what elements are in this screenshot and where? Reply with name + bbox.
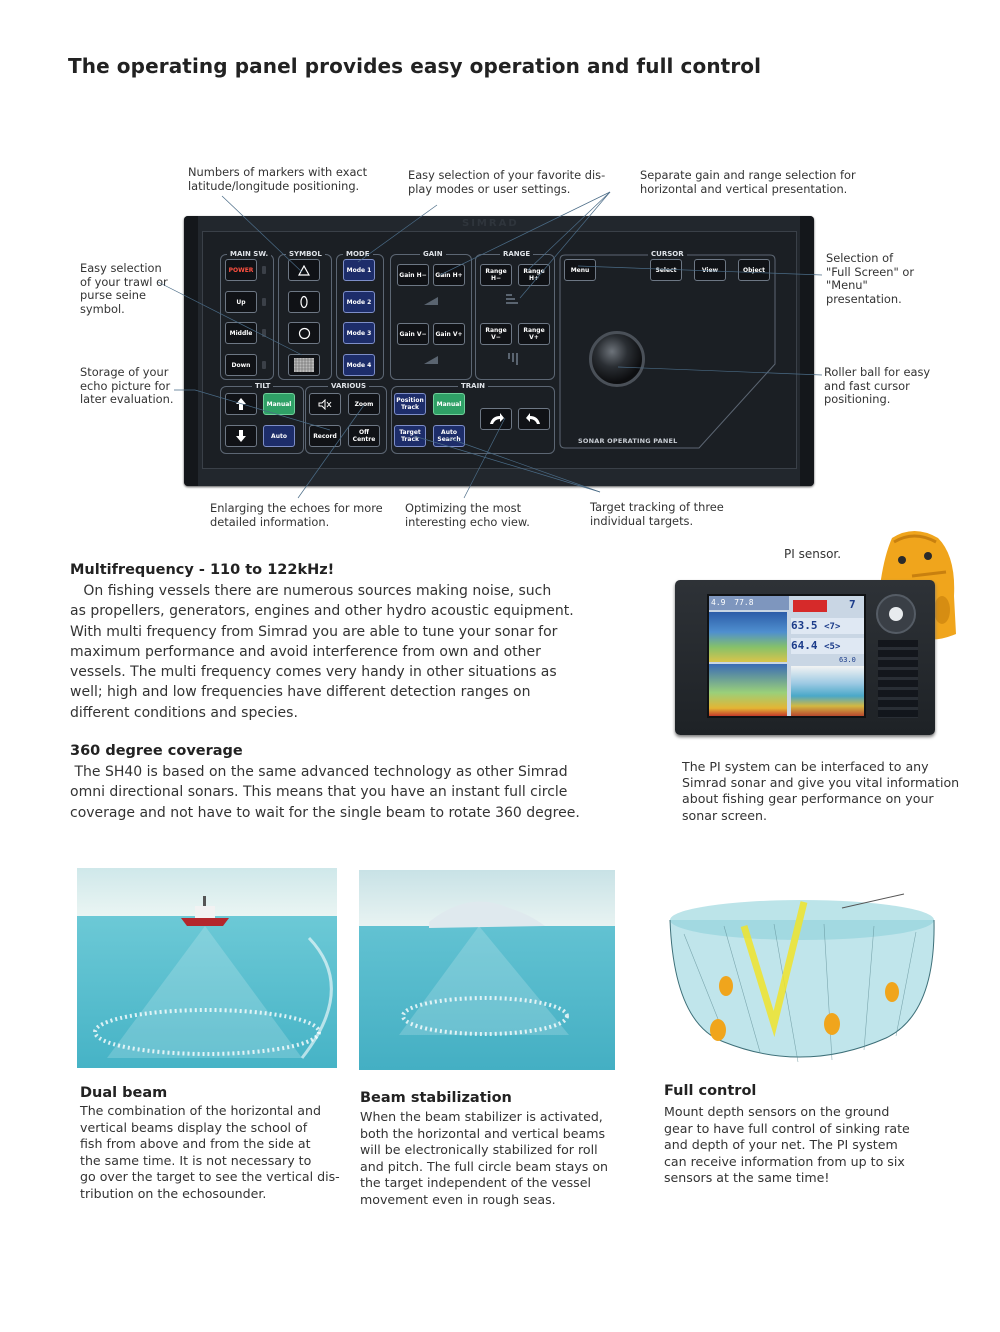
pi-keypad <box>872 594 924 724</box>
section-range-title: RANGE <box>500 250 533 258</box>
multifrequency-line: different conditions and species. <box>70 704 298 721</box>
view-button[interactable]: View <box>694 259 726 281</box>
speaker-mute-icon <box>318 399 332 410</box>
full-control-line: sensors at the same time! <box>664 1170 830 1185</box>
panel-label: SONAR OPERATING PANEL <box>578 437 678 445</box>
off-centre-button[interactable]: Off Centre <box>348 425 380 447</box>
tilt-auto-button[interactable]: Auto <box>263 425 295 447</box>
dual-beam-line: fish from above and from the side at <box>80 1136 311 1151</box>
screen-tag-2: <5> <box>824 642 841 652</box>
dual-beam-line: tribution on the echosounder. <box>80 1185 267 1201</box>
multifrequency-line: With multi frequency from Simrad you are able to tune your sonar for <box>70 623 558 640</box>
screen-echogram-right <box>791 666 865 716</box>
full-control-title: Full control <box>664 1083 757 1099</box>
pattern-icon <box>294 358 314 372</box>
up-button[interactable]: Up <box>225 291 257 313</box>
range-h-plus-button[interactable]: Range H+ <box>518 264 550 286</box>
pi-caption <box>682 759 972 824</box>
symbol-triangle-button[interactable] <box>288 259 320 281</box>
mode-1-button[interactable]: Mode 1 <box>343 259 375 281</box>
pi-sensor-label: PI sensor. <box>784 547 842 561</box>
gain-h-ramp-icon <box>424 297 438 305</box>
full-control-line: can receive information from up to six <box>664 1153 905 1169</box>
select-button[interactable]: Select <box>650 259 682 281</box>
object-button[interactable]: Object <box>738 259 770 281</box>
down-button[interactable]: Down <box>225 354 257 376</box>
multifrequency-line: vessels. The multi frequency comes very handy in other situations as <box>70 664 557 681</box>
menu-button[interactable]: Menu <box>564 259 596 281</box>
panel-corner-right <box>800 216 814 486</box>
beam-stabilization-line: movement even in rough seas. <box>360 1191 556 1207</box>
screen-reading-2: 64.4 <box>791 639 818 652</box>
mode-3-button[interactable]: Mode 3 <box>343 322 375 344</box>
beam-stabilization-line: When the beam stabilizer is activated, <box>360 1109 603 1124</box>
curve-right-icon <box>526 413 542 425</box>
full-control-line: Mount depth sensors on the ground <box>664 1104 890 1119</box>
section-symbol-title: SYMBOL <box>286 250 325 258</box>
coverage-line: coverage and not have to wait for the single beam to rotate 360 degree. <box>70 804 580 821</box>
full-control-text <box>664 1104 954 1187</box>
beam-stabilization-line: the target independent of the vessel <box>360 1175 591 1190</box>
multifrequency-line: On fishing vessels there are numerous sources making noise, such <box>70 583 552 599</box>
pi-caption-line: about fishing gear performance on your <box>682 791 934 807</box>
full-control-line: gear to have full control of sinking rate <box>664 1120 910 1136</box>
curve-left-icon <box>488 413 504 425</box>
multifrequency-heading: Multifrequency - 110 to 122kHz! <box>70 562 335 578</box>
symbol-pattern-button[interactable] <box>288 354 320 376</box>
annotation-optimizing: Optimizing the most interesting echo view. <box>405 501 530 529</box>
section-tilt-title: TILT <box>252 382 273 390</box>
screen-value-2: 77.8 <box>734 598 754 607</box>
arrow-up-icon <box>236 398 246 410</box>
triangle-icon <box>298 265 310 276</box>
symbol-circle-button[interactable] <box>288 322 320 344</box>
section-cursor-title: CURSOR <box>648 250 687 258</box>
train-manual-button[interactable]: Manual <box>433 393 465 415</box>
pi-dial[interactable] <box>876 594 916 634</box>
panel-corner-left <box>184 216 198 486</box>
screen-reading-3: 63.0 <box>839 656 856 664</box>
dual-beam-line: go over the target to see the vertical dis- <box>80 1169 340 1184</box>
section-gain-title: GAIN <box>420 250 446 258</box>
coverage-heading: 360 degree coverage <box>70 743 243 759</box>
annotation-storage: Storage of your echo picture for later evaluation. <box>80 365 174 406</box>
beam-stabilization-line: both the horizontal and vertical beams <box>360 1125 606 1141</box>
coverage-line: The SH40 is based on the same advanced technology as other Simrad <box>70 764 568 780</box>
train-right-button[interactable] <box>518 408 550 430</box>
full-control-line: and depth of your net. The PI system <box>664 1137 898 1152</box>
power-button[interactable]: POWER <box>225 259 257 281</box>
range-h-bars-icon <box>506 294 518 304</box>
position-track-button[interactable]: Position Track <box>394 393 426 415</box>
roller-ball[interactable] <box>589 331 645 387</box>
section-main-sw-title: MAIN SW. <box>227 250 271 258</box>
pi-keys[interactable] <box>878 640 918 718</box>
mode-4-button[interactable]: Mode 4 <box>343 354 375 376</box>
trawl-icon <box>299 295 309 309</box>
screen-topbar <box>709 596 789 610</box>
screen-reading-row-2 <box>791 638 865 654</box>
range-v-plus-button[interactable]: Range V+ <box>518 323 550 345</box>
annotation-zoom: Enlarging the echoes for more detailed information. <box>210 501 383 529</box>
coverage-paragraph <box>70 762 640 823</box>
record-button[interactable]: Record <box>309 425 341 447</box>
dual-beam-title: Dual beam <box>80 1085 168 1101</box>
screen-alarm-box <box>793 600 827 612</box>
gain-h-plus-button[interactable]: Gain H+ <box>433 264 465 286</box>
section-train-title: TRAIN <box>458 382 488 390</box>
screen-echogram-top <box>709 612 787 662</box>
page-title: The operating panel provides easy operation and full control <box>68 54 762 78</box>
mode-2-button[interactable]: Mode 2 <box>343 291 375 313</box>
pi-display-screen <box>707 594 866 718</box>
gain-v-plus-button[interactable]: Gain V+ <box>433 323 465 345</box>
annotation-roller: Roller ball for easy and fast cursor positioning. <box>824 365 931 406</box>
annotation-full-screen: Selection of "Full Screen" or "Menu" presentation. <box>826 251 915 306</box>
dual-beam-line: vertical beams display the school of <box>80 1119 308 1135</box>
purse-seine-icon <box>298 327 311 340</box>
middle-led <box>262 329 266 337</box>
beam-stabilization-title: Beam stabilization <box>360 1090 512 1106</box>
range-v-bars-icon <box>508 353 518 365</box>
target-track-button[interactable]: Target Track <box>394 425 426 447</box>
gain-v-minus-button[interactable]: Gain V− <box>397 323 429 345</box>
up-led <box>262 298 266 306</box>
down-led <box>262 361 266 369</box>
annotation-markers: Numbers of markers with exact latitude/longitude positioning. <box>188 165 368 193</box>
multifrequency-line: as propellers, generators, engines and other hydro acoustic equipment. <box>70 603 574 620</box>
annotation-trawl: Easy selection of your trawl or purse seine symbol. <box>80 261 168 316</box>
range-h-minus-button[interactable]: Range H− <box>480 264 512 286</box>
pi-caption-line: sonar screen. <box>682 807 768 823</box>
panel-brand: SIMRAD <box>462 218 519 229</box>
tilt-down-button[interactable] <box>225 425 257 447</box>
zoom-button[interactable]: Zoom <box>348 393 380 415</box>
auto-search-button[interactable]: Auto Search <box>433 425 465 447</box>
annotation-display-modes: Easy selection of your favorite dis- play modes or user settings. <box>408 168 606 196</box>
tilt-up-button[interactable] <box>225 393 257 415</box>
arrow-down-icon <box>236 430 246 442</box>
dual-beam-image <box>77 868 337 1068</box>
screen-reading-1: 63.5 <box>791 619 818 632</box>
multifrequency-line: maximum performance and avoid interference from own and other <box>70 643 541 660</box>
tilt-manual-button[interactable]: Manual <box>263 393 295 415</box>
power-led <box>262 266 266 274</box>
dual-beam-line: the same time. It is not necessary to <box>80 1152 312 1168</box>
screen-reading-row-1 <box>791 618 865 634</box>
beam-stabilization-line: will be electronically stabilized for roll <box>360 1142 598 1157</box>
screen-value-3: 7 <box>849 598 856 611</box>
middle-button[interactable]: Middle <box>225 322 257 344</box>
screen-echogram-bottom <box>709 664 787 716</box>
dual-beam-text <box>80 1103 350 1202</box>
section-various-title: VARIOUS <box>328 382 369 390</box>
annotation-gain-range: Separate gain and range selection for horizontal and vertical presentation. <box>640 168 856 196</box>
multifrequency-paragraph <box>70 581 640 723</box>
section-mode-title: MODE <box>343 250 373 258</box>
dual-beam-line: The combination of the horizontal and <box>80 1103 321 1118</box>
full-control-image <box>664 874 944 1079</box>
pi-caption-line: The PI system can be interfaced to any <box>682 759 929 774</box>
train-left-button[interactable] <box>480 408 512 430</box>
gain-v-ramp-icon <box>424 356 438 364</box>
screen-tag-1: <7> <box>824 622 841 632</box>
range-v-minus-button[interactable]: Range V− <box>480 323 512 345</box>
symbol-trawl-button[interactable] <box>288 291 320 313</box>
multifrequency-line: well; high and low frequencies have different detection ranges on <box>70 684 531 701</box>
annotation-tracking: Target tracking of three individual targets. <box>590 500 724 528</box>
beam-stabilization-text <box>360 1109 630 1208</box>
screen-value-1: 4.9 <box>711 598 726 607</box>
mute-button[interactable] <box>309 393 341 415</box>
coverage-line: omni directional sonars. This means that you have an instant full circle <box>70 784 568 801</box>
beam-stabilization-line: and pitch. The full circle beam stays on <box>360 1158 609 1174</box>
gain-h-minus-button[interactable]: Gain H− <box>397 264 429 286</box>
pi-caption-line: Simrad sonar and give you vital information <box>682 775 960 791</box>
beam-stabilization-image <box>359 870 615 1070</box>
